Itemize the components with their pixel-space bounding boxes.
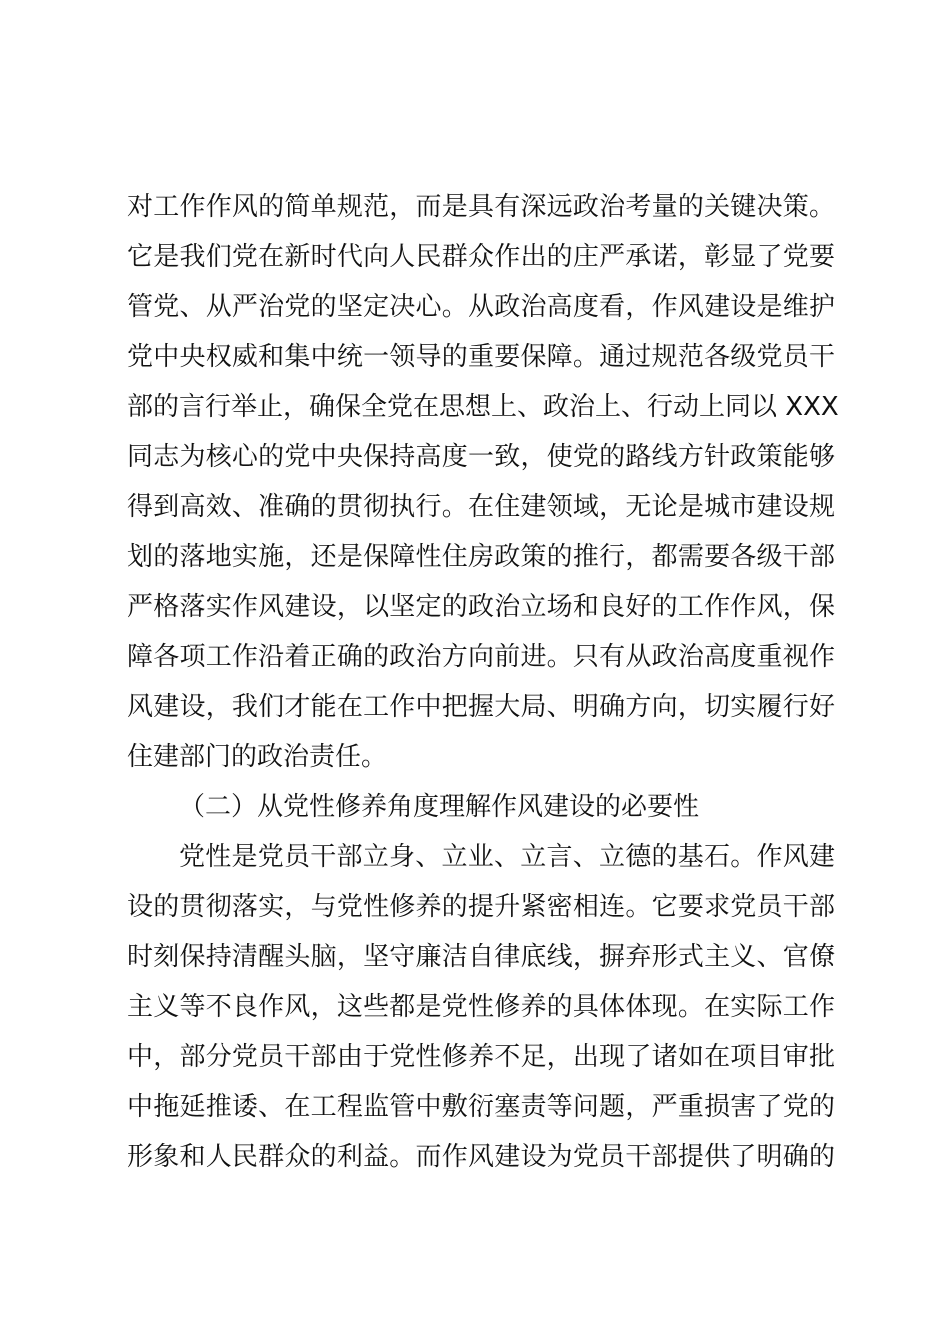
text-line-8: 划的落地实施，还是保障性住房政策的推行，都需要各级干部 <box>127 542 835 572</box>
body-text <box>127 182 839 1182</box>
text-line-18: 中，部分党员干部由于党性修养不足，出现了诸如在项目审批 <box>127 1042 835 1072</box>
text-line-17: 主义等不良作风，这些都是党性修养的具体体现。在实际工作 <box>127 992 835 1022</box>
text-line-14: 党性是党员干部立身、立业、立言、立德的基石。作风建 <box>179 842 835 872</box>
text-line-6: 同志为核心的党中央保持高度一致，使党的路线方针政策能够 <box>127 442 835 472</box>
text-line-20: 形象和人民群众的利益。而作风建设为党员干部提供了明确的 <box>127 1142 835 1172</box>
text-line-2: 它是我们党在新时代向人民群众作出的庄严承诺，彰显了党要 <box>127 242 835 272</box>
text-line-16: 时刻保持清醒头脑，坚守廉洁自律底线，摒弃形式主义、官僚 <box>127 942 835 972</box>
text-line-1: 对工作作风的简单规范，而是具有深远政治考量的关键决策。 <box>127 192 835 222</box>
text-line-3: 管党、从严治党的坚定决心。从政治高度看，作风建设是维护 <box>127 292 835 322</box>
text-line-15: 设的贯彻落实，与党性修养的提升紧密相连。它要求党员干部 <box>127 892 835 922</box>
text-line-10: 障各项工作沿着正确的政治方向前进。只有从政治高度重视作 <box>127 642 835 672</box>
section-heading: （二）从党性修养角度理解作风建设的必要性 <box>179 792 700 822</box>
text-line-11: 风建设，我们才能在工作中把握大局、明确方向，切实履行好 <box>127 692 835 722</box>
text-line-19: 中拖延推诿、在工程监管中敷衍塞责等问题，严重损害了党的 <box>127 1092 835 1122</box>
text-line-9: 严格落实作风建设，以坚定的政治立场和良好的工作作风，保 <box>127 592 835 622</box>
text-line-5: 部的言行举止，确保全党在思想上、政治上、行动上同以 XXX <box>127 392 839 422</box>
text-line-7: 得到高效、准确的贯彻执行。在住建领域，无论是城市建设规 <box>127 492 835 522</box>
text-line-12: 住建部门的政治责任。 <box>127 742 388 772</box>
text-line-4: 党中央权威和集中统一领导的重要保障。通过规范各级党员干 <box>127 342 835 372</box>
